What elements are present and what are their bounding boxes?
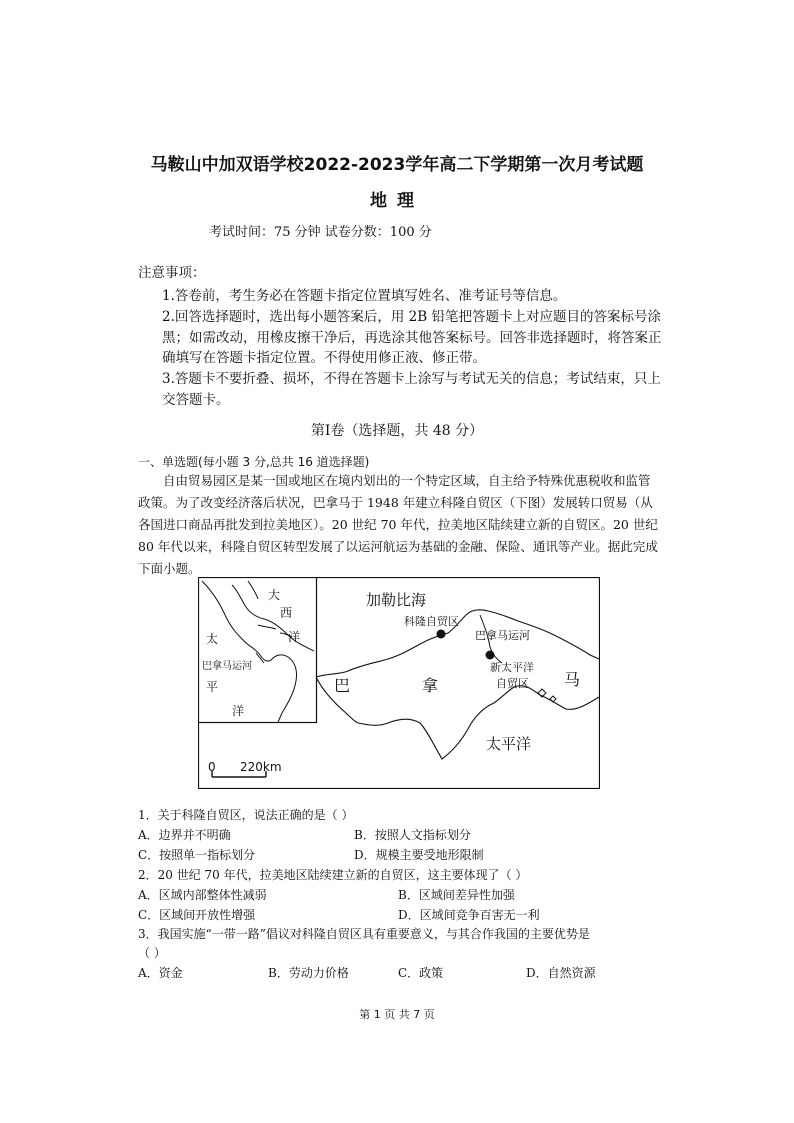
question-1-option-b[interactable]: B．按照人文指标划分 <box>354 828 471 842</box>
question-1-option-d[interactable]: D．规模主要受地形限制 <box>354 848 484 862</box>
section-title: 第Ⅰ卷（选择题，共 48 分） <box>310 423 484 439</box>
part-title: 一、单选题(每小题 3 分,总共 16 道选择题) <box>138 455 370 469</box>
passage <box>138 470 660 580</box>
inset-label-yang2: 洋 <box>232 704 245 718</box>
notice-item: 1.答卷前，考生务必在答题卡指定位置填写姓名、准考证号等信息。 <box>162 288 567 304</box>
inset-label-tai: 太 <box>206 632 219 646</box>
exam-title: 马鞍山中加双语学校2022-2023学年高二下学期第一次月考试题 <box>150 155 644 175</box>
question-2-option-b[interactable]: B．区域间差异性加强 <box>398 888 515 902</box>
question-1-option-c[interactable]: C．按照单一指标划分 <box>138 848 256 862</box>
question-2-option-c[interactable]: C．区域间开放性增强 <box>138 908 256 922</box>
passage-text: 自由贸易园区是某一国或地区在境内划出的一个特定区域，自主给予特殊优惠税收和监管政策。为了改变经济落后状况，巴拿马于 1948 年建立科隆自贸区（下图）发展转口贸易（从各国进口商品再批发到拉美地区）。20 世纪 70 年代，拉美地区陆续建立新的自贸区。20 世纪 80 年代以来，科隆自贸区转型发展了以运河航运为基础的金融、保险、通讯等产业。据此完成下面小题。 <box>138 473 658 576</box>
new-pacific-dot <box>486 651 495 660</box>
exam-info: 考试时间：75 分钟 试卷分数：100 分 <box>209 225 432 240</box>
label-na: 拿 <box>422 676 439 695</box>
label-colon: 科隆自贸区 <box>404 615 459 628</box>
inset-label-canal: 巴拿马运河 <box>202 661 252 672</box>
question-3-stem-bracket: （ ） <box>138 946 166 960</box>
question-3-stem: 3．我国实施“一带一路”倡议对科隆自贸区具有重要意义，与其合作我国的主要优势是 <box>138 927 590 941</box>
scale-distance: 220km <box>240 760 282 774</box>
label-canal: 巴拿马运河 <box>475 629 530 642</box>
label-new-pacific-1: 新太平洋 <box>490 661 534 674</box>
label-caribbean: 加勒比海 <box>366 591 427 609</box>
notice-item: 2.回答选择题时，选出每小题答案后，用 2B 铅笔把答题卡上对应题目的答案标号涂黑；如需改动，用橡皮擦干净后，再选涂其他答案标号。回答非选择题时，将答案正确填写在答题卡指定位置。不得使用修正液、修正带。 <box>162 309 662 366</box>
question-3-option-b[interactable]: B．劳动力价格 <box>268 966 349 980</box>
question-2-option-d[interactable]: D．区域间竞争百害无一利 <box>398 908 540 922</box>
subject-title: 地理 <box>370 191 424 211</box>
inset-label-yang: 洋 <box>288 630 301 644</box>
inset-label-xi: 西 <box>280 606 293 620</box>
inset-label-da: 大 <box>268 588 281 602</box>
notice-item: 3.答题卡不要折叠、损坏，不得在答题卡上涂写与考试无关的信息；考试结束，只上交答题卡。 <box>162 371 661 408</box>
question-3-option-d[interactable]: D．自然资源 <box>526 966 596 980</box>
label-new-pacific-2: 自贸区 <box>496 677 529 690</box>
label-ba: 巴 <box>334 676 351 695</box>
question-2-option-a[interactable]: A．区域内部整体性减弱 <box>138 888 267 902</box>
label-ma: 马 <box>564 670 581 689</box>
label-pacific: 太平洋 <box>486 735 532 753</box>
scale-zero: 0 <box>208 760 216 774</box>
page-footer: 第 1 页 共 7 页 <box>359 1008 435 1021</box>
inset-label-ping: 平 <box>206 680 219 694</box>
question-1-stem: 1．关于科隆自贸区，说法正确的是（ ） <box>138 808 354 822</box>
notice-title: 注意事项： <box>138 265 206 281</box>
panama-map <box>198 577 600 789</box>
question-1-option-a[interactable]: A．边界并不明确 <box>138 828 231 842</box>
question-3-option-a[interactable]: A．资金 <box>138 966 183 980</box>
colon-dot <box>437 630 446 639</box>
question-3-option-c[interactable]: C．政策 <box>398 966 444 980</box>
question-2-stem: 2．20 世纪 70 年代，拉美地区陆续建立新的自贸区，这主要体现了（ ） <box>138 868 528 882</box>
